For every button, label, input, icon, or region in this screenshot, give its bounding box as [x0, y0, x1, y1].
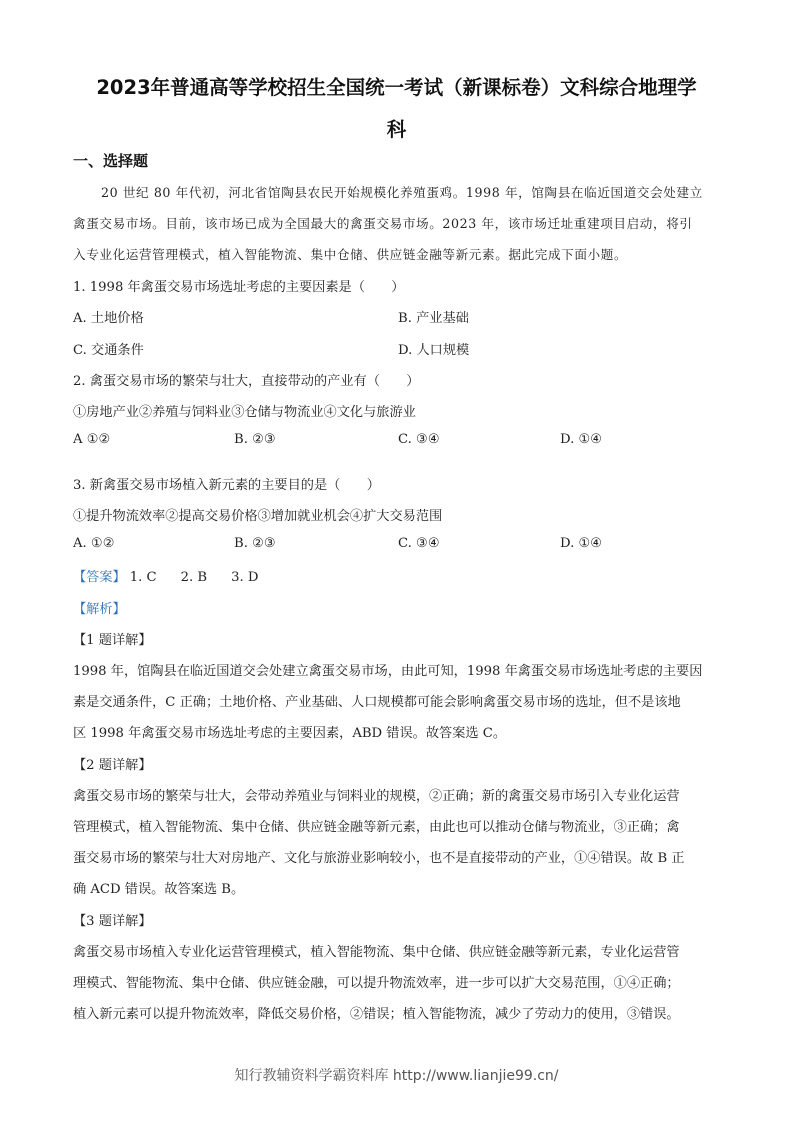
question-1-option-a: A. 土地价格 — [73, 311, 144, 326]
detail-3-label: 【3 题详解】 — [73, 914, 152, 929]
question-1-option-c: C. 交通条件 — [73, 343, 144, 358]
document-title: 2023年普通高等学校招生全国统一考试（新课标卷）文科综合地理学 — [96, 76, 697, 99]
section-heading: 一、选择题 — [73, 152, 149, 170]
detail-3-line-3: 植入新元素可以提升物流效率，降低交易价格，②错误；植入智能物流，减少了劳动力的使用，③错误。 — [73, 1007, 680, 1022]
detail-2-line-4: 确 ACD 错误。故答案选 B。 — [73, 882, 245, 897]
intro-line-1: 20 世纪 80 年代初，河北省馆陶县农民开始规模化养殖蛋鸡。1998 年，馆陶县在临近国道交会处建立 — [101, 185, 703, 200]
question-1-stem: 1. 1998 年禽蛋交易市场选址考虑的主要因素是（ ） — [73, 280, 405, 295]
detail-3-line-2: 理模式、智能物流、集中仓储、供应链金融，可以提升物流效率，进一步可以扩大交易范围，①④正确； — [73, 976, 680, 991]
detail-3-line-1: 禽蛋交易市场植入专业化运营管理模式，植入智能物流、集中仓储、供应链金融等新元素，专业化运营管 — [73, 945, 680, 960]
intro-line-3: 入专业化运营管理模式，植入智能物流、集中仓储、供应链金融等新元素。据此完成下面小题。 — [73, 247, 628, 262]
detail-2-label: 【2 题详解】 — [73, 758, 152, 773]
document-title-continued: 科 — [386, 118, 407, 141]
question-3-stem: 3. 新禽蛋交易市场植入新元素的主要目的是（ ） — [73, 478, 380, 493]
answer-3: 3. D — [231, 570, 259, 585]
detail-1-line-1: 1998 年，馆陶县在临近国道交会处建立禽蛋交易市场，由此可知，1998 年禽蛋交易市场选址考虑的主要因 — [73, 664, 703, 679]
question-2-option-d: D. ①④ — [560, 432, 603, 447]
question-1-option-d: D. 人口规模 — [398, 343, 470, 358]
question-2-items: ①房地产业②养殖与饲料业③仓储与物流业④文化与旅游业 — [73, 405, 416, 420]
detail-1-line-3: 区 1998 年禽蛋交易市场选址考虑的主要因素，ABD 错误。故答案选 C。 — [73, 726, 507, 741]
detail-2-line-2: 管理模式，植入智能物流、集中仓储、供应链金融等新元素，由此也可以推动仓储与物流业，③正确；禽 — [73, 820, 680, 835]
detail-1-label: 【1 题详解】 — [73, 633, 152, 648]
answer-label: 【答案】 — [73, 570, 126, 585]
answer-line — [73, 566, 282, 585]
question-3-option-d: D. ①④ — [560, 536, 603, 551]
detail-2-line-1: 禽蛋交易市场的繁荣与壮大，会带动养殖业与饲料业的规模，②正确；新的禽蛋交易市场引入专业化运营 — [73, 789, 680, 804]
analysis-label: 【解析】 — [73, 602, 126, 617]
answer-2: 2. B — [180, 570, 208, 585]
question-2-stem: 2. 禽蛋交易市场的繁荣与壮大，直接带动的产业有（ ） — [73, 374, 420, 389]
question-2-option-b: B. ②③ — [234, 432, 276, 447]
question-1-option-b: B. 产业基础 — [398, 311, 469, 326]
question-3-option-c: C. ③④ — [398, 536, 440, 551]
detail-1-line-2: 素是交通条件，C 正确；土地价格、产业基础、人口规模都可能会影响禽蛋交易市场的选址，但不是该地 — [73, 695, 681, 710]
question-3-option-b: B. ②③ — [234, 536, 276, 551]
question-2-option-c: C. ③④ — [398, 432, 440, 447]
intro-line-2: 禽蛋交易市场。目前，该市场已成为全国最大的禽蛋交易市场。2023 年，该市场迁址重建项目启动，将引 — [73, 216, 693, 231]
detail-2-line-3: 蛋交易市场的繁荣与壮大对房地产、文化与旅游业影响较小，也不是直接带动的产业，①④错误。故 B 正 — [73, 851, 685, 866]
footer-watermark: 知行教辅资料学霸资料库 http://www.lianjie99.cn/ — [234, 1068, 559, 1084]
question-3-items: ①提升物流效率②提高交易价格③增加就业机会④扩大交易范围 — [73, 509, 443, 524]
question-2-option-a: A ①② — [73, 432, 111, 447]
answer-1: 1. C — [129, 570, 157, 585]
question-3-option-a: A. ①② — [73, 536, 115, 551]
